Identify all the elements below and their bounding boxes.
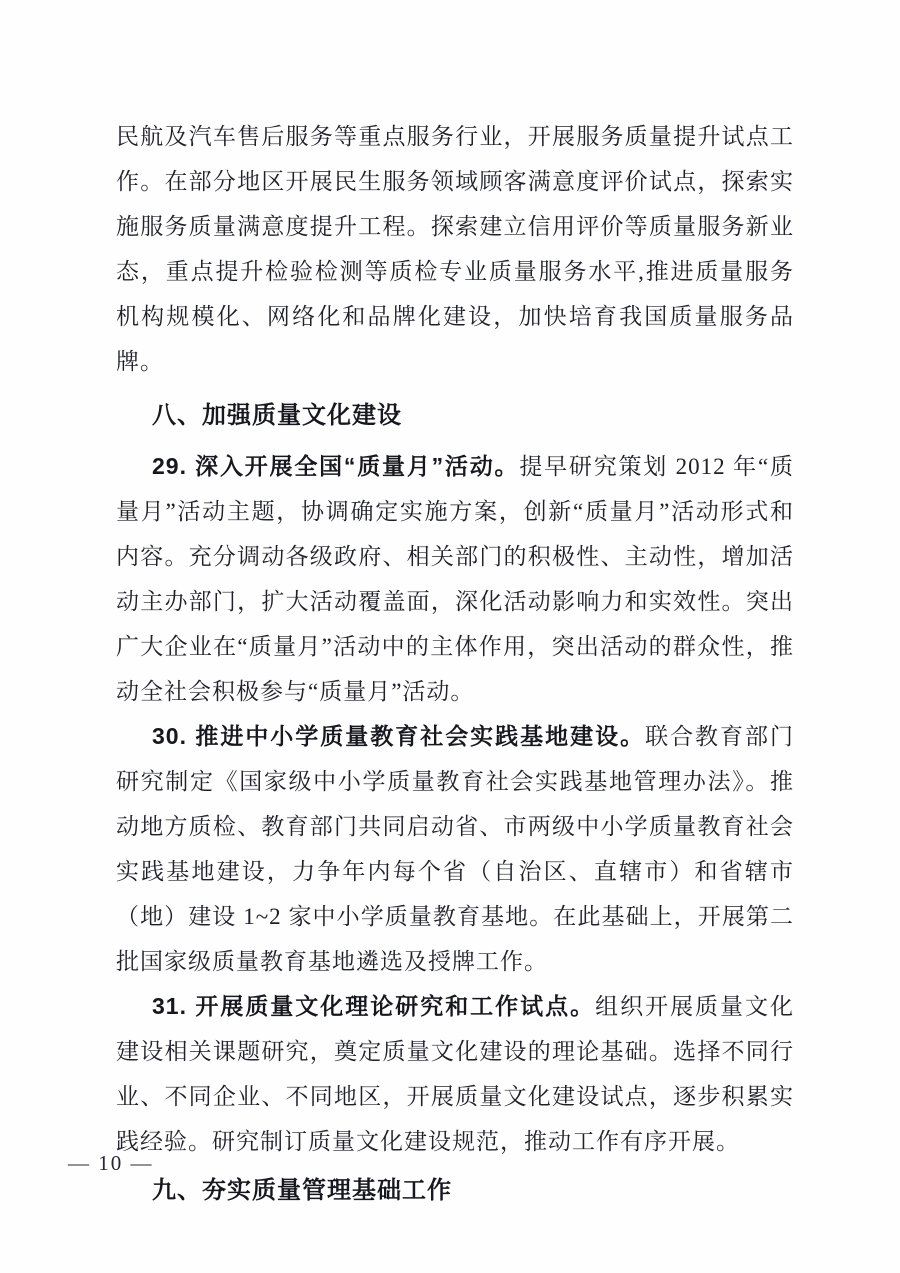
item-29-lead: 29. 深入开展全国“质量月”活动。 — [152, 453, 520, 479]
item-29-body-text: 提早研究策划 2012 年“质量月”活动主题，协调确定实施方案，创新“质量月”活动形式和内容。充分调动各级政府、相关部门的积极性、主动性，增加活动主办部门，扩大活动覆盖面，深化活动影响力和实效性。突出广大企业在“质量月”活动中的主体作用，突出活动的群众性，推动全社会积极参与“质量月”活动。 — [116, 454, 794, 704]
item-31-body-text: 组织开展质量文化建设相关课题研究，奠定质量文化建设的理论基础。选择不同行业、不同企业、不同地区，开展质量文化建设试点，逐步积累实践经验。研究制订质量文化建设规范，推动工作有序开展。 — [116, 994, 794, 1154]
section-heading-9: 九、夯实质量管理基础工作 — [152, 1177, 452, 1204]
numbered-item-30 — [116, 714, 794, 984]
numbered-item-29 — [116, 444, 794, 714]
item-31-lead: 31. 开展质量文化理论研究和工作试点。 — [152, 993, 596, 1019]
page-number: — 10 — — [68, 1151, 154, 1175]
section-heading-8: 八、加强质量文化建设 — [152, 402, 402, 429]
numbered-item-31 — [116, 984, 794, 1164]
document-body — [116, 114, 794, 1213]
item-30-lead: 30. 推进中小学质量教育社会实践基地建设。 — [152, 723, 646, 749]
item-30-body-text: 联合教育部门研究制定《国家级中小学质量教育社会实践基地管理办法》。推动地方质检、教育部门共同启动省、市两级中小学质量教育社会实践基地建设，力争年内每个省（自治区、直辖市）和省辖市（地）建设 1~2 家中小学质量教育基地。在此基础上，开展第二批国家级质量教育基地遴选及授牌工作。 — [116, 724, 794, 974]
paragraph-service-quality-continuation: 民航及汽车售后服务等重点服务行业，开展服务质量提升试点工作。在部分地区开展民生服务领域顾客满意度评价试点，探索实施服务质量满意度提升工程。探索建立信用评价等质量服务新业态，重点提升检验检测等质检专业质量服务水平,推进质量服务机构规模化、网络化和品牌化建设，加快培育我国质量服务品牌。 — [116, 124, 794, 374]
